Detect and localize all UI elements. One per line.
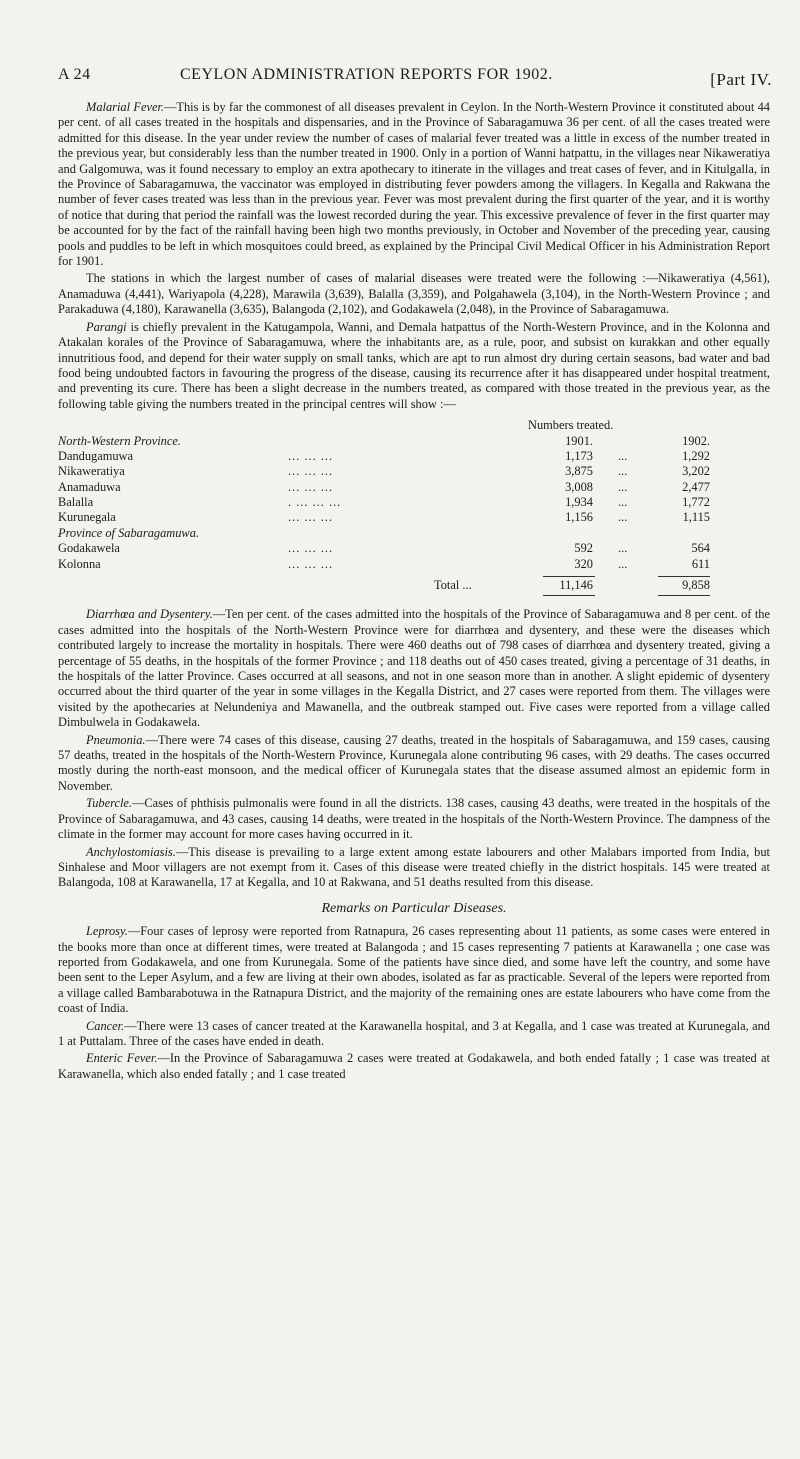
- text-parangi: is chiefly prevalent in the Katugampola, Wanni, and Demala hatpattus of the North-Western Province, and in the Kolonna and Atakalan korales of the Province of Sabaragamuwa, where the inhabitants are, as a rule, poor, and subsist on kurakkan and other equally innutritious food, and depend for their water supply on small tanks, which are apt to run almost dry during certain seasons, bad water and bad food being undoubted factors in favouring the progress of the disease, causing its recurrence after it has disappeared under hospital treatment, and preventing its cure. There has been a slight decrease in the numbers treated, as compared with those treated in the previous year, as the following table giving the numbers treated in the principal centres will show :—: [58, 319, 770, 411]
- value-1901: 320: [574, 556, 593, 571]
- text-diarrhoea: —Ten per cent. of the cases admitted into the hospitals of the Province of Sabaragamuwa and 8 per cent. of the cases admitted into the hospitals of the North-Western Province were for diarrhœa and dysentery, and these were the diseases which contributed largely to increase the mortality in hospitals. There were 460 deaths out of 798 cases of diarrhœa and dysentery treated, giving a percentage of 55 deaths, in the hospitals of the former Province ; and 118 deaths out of 450 cases treated, giving a percentage of 31 deaths, in the hospitals of the latter Province. Cases occurred at all seasons, and not in one season more than in another. A slight epidemic of dysentery occurred about the third quarter of the year in some villages in the Kegalla District, and 27 cases were reported from them. The villages were visited by the apothecaries at Nelundeniya and Mawanella, and the outbreak stamped out. Five cases were reported from a village called Dimbulwela in Godakawela.: [58, 607, 770, 730]
- paragraph-leprosy: [58, 924, 770, 1016]
- heading-diarrhoea: Diarrhœa and Dysentery.: [86, 607, 213, 622]
- value-1901: 3,875: [565, 464, 593, 479]
- page-header: [58, 66, 772, 96]
- paragraph-cancer: [58, 1019, 770, 1050]
- table-row: [58, 464, 770, 479]
- station-name: Kurunegala: [58, 510, 116, 525]
- table-caption: Numbers treated.: [528, 418, 614, 433]
- remarks-heading: Remarks on Particular Diseases.: [321, 900, 507, 916]
- col-1901: 1901.: [565, 433, 593, 448]
- text-cancer: —There were 13 cases of cancer treated at the Karawanella hospital, and 3 at Kegalla, and 1 case was treated at Kurunegala, and 1 at Puttalam. Three of the cases have ended in death.: [58, 1018, 770, 1048]
- paragraph-tubercle: [58, 796, 770, 842]
- leader-dots: ... ... ...: [288, 541, 334, 556]
- value-1901: 3,008: [565, 479, 593, 494]
- leader-dots: ...: [618, 448, 628, 463]
- value-1902: 1,115: [682, 510, 710, 525]
- value-1902: 2,477: [682, 479, 710, 494]
- station-name: Godakawela: [58, 541, 120, 556]
- value-1902: 611: [691, 556, 710, 571]
- running-title: CEYLON ADMINISTRATION REPORTS FOR 1902.: [180, 66, 553, 83]
- table-row: [58, 510, 770, 525]
- part-label: [Part IV.: [710, 70, 772, 89]
- heading-anchylostomiasis: Anchylostomiasis.: [86, 844, 176, 859]
- value-1901: 1,934: [565, 495, 593, 510]
- heading-leprosy: Leprosy.: [86, 924, 128, 939]
- text-pneumonia: —There were 74 cases of this disease, causing 27 deaths, treated in the hospitals of Sabaragamuwa, and 159 cases, causing 57 deaths, treated in the hospitals of the North-Western Province, Kurunegala alone contributing 96 cases, with 29 deaths. The cases occurred mostly during the north-east monsoon, and the medical officer of Kurunegala states that the disease assumed almost an epidemic form in November.: [58, 732, 770, 793]
- value-1902: 1,772: [682, 495, 710, 510]
- table-row: [58, 495, 770, 510]
- paragraph-stations: The stations in which the largest number of cases of malarial diseases were treated were the following :—Nikaweratiya (4,561), Anamaduwa (4,441), Wariyapola (4,228), Marawila (3,639), Balalla (3,359), and Polgahawela (3,104), in the North-Western Province ; and Parakaduwa (4,180), Karawanella (3,635), Balangoda (2,102), and Godakawela (2,048), in the Province of Sabaragamuwa.: [58, 271, 770, 317]
- value-1902: 564: [691, 541, 710, 556]
- leader-dots: ... ... ...: [288, 556, 334, 571]
- paragraph-pneumonia: [58, 733, 770, 795]
- value-1901: 592: [574, 541, 593, 556]
- text-tubercle: —Cases of phthisis pulmonalis were found in all the districts. 138 cases, causing 43 deaths, were treated in the hospitals of the Province of Sabaragamuwa, and 43 cases, causing 14 deaths, were treated in the hospitals of the North-Western Province. The dampness of the climate in the former may account for more cases having occurred in it.: [58, 796, 770, 842]
- table-row: [58, 541, 770, 556]
- table-row: [58, 480, 770, 495]
- heading-enteric-fever: Enteric Fever.: [86, 1051, 158, 1066]
- station-name: Balalla: [58, 495, 94, 510]
- total-label: Total ...: [434, 578, 472, 593]
- text-anchylostomiasis: —This disease is prevailing to a large extent among estate labourers and other Malabars imported from India, but Sinhalese and Moor villagers are not exempt from it. Cases of this disease were treated chiefly in the district hospitals. 145 were treated at Balangoda, 108 at Karawanella, 17 at Kegalla, and 10 at Rakwana, and 51 deaths resulted from this disease.: [58, 844, 770, 890]
- table-row: [58, 557, 770, 572]
- leader-dots: ...: [618, 541, 628, 556]
- table-total-row: [58, 578, 770, 593]
- leader-dots: ...: [618, 479, 628, 494]
- value-1901: 1,173: [565, 448, 593, 463]
- leader-dots: ... ... ...: [288, 510, 334, 525]
- heading-malarial-fever: Malarial Fever.: [86, 100, 164, 114]
- leader-dots: . ... ... ...: [288, 495, 342, 510]
- station-name: Kolonna: [58, 556, 101, 571]
- paragraph-anchylostomiasis: [58, 845, 770, 891]
- paragraph-enteric-fever: [58, 1051, 770, 1082]
- station-name: Nikaweratiya: [58, 464, 125, 479]
- heading-pneumonia: Pneumonia.: [86, 732, 146, 747]
- leader-dots: ... ... ...: [288, 448, 334, 463]
- leader-dots: ...: [618, 495, 628, 510]
- heading-parangi: Parangi: [86, 319, 127, 334]
- total-1902: 9,858: [682, 578, 710, 593]
- total-1901: 11,146: [559, 578, 593, 593]
- page-number: A 24: [58, 66, 91, 83]
- leader-dots: ...: [618, 464, 628, 479]
- leader-dots: ...: [618, 510, 628, 525]
- heading-tubercle: Tubercle.: [86, 796, 132, 811]
- station-name: Anamaduwa: [58, 479, 121, 494]
- col-1902: 1902.: [682, 433, 710, 448]
- table-row: [58, 449, 770, 464]
- value-1901: 1,156: [565, 510, 593, 525]
- heading-cancer: Cancer.: [86, 1018, 125, 1033]
- parangi-table: [58, 418, 770, 597]
- paragraph-parangi: [58, 320, 770, 412]
- leader-dots: ... ... ...: [288, 479, 334, 494]
- paragraph-malarial-fever: [58, 100, 770, 269]
- section-sabaragamuwa: Province of Sabaragamuwa.: [58, 525, 199, 540]
- leader-dots: ... ... ...: [288, 464, 334, 479]
- text-leprosy: —Four cases of leprosy were reported from Ratnapura, 26 cases representing about 11 patients, as some cases were entered in the books more than once at different times, were treated at Balangoda ; and 15 cases representing 7 patients at Karawanella ; one case was reported from Godakawela, and one from Kurunegala. Some of the patients have since died, and some have left the country, and some have been sent to the Leper Asylum, and a few are living at their own abodes, isolated as far as practicable. Several of the lepers were reported from a village called Bambarabotuwa in the Ratnapura District, and the majority of the remaining ones are estate labourers who have come from the coast of India.: [58, 924, 770, 1016]
- text-enteric-fever: —In the Province of Sabaragamuwa 2 cases were treated at Godakawela, and both ended fatally ; 1 case was treated at Karawanella, which also ended fatally ; and 1 case treated: [58, 1051, 770, 1081]
- paragraph-diarrhoea: [58, 607, 770, 730]
- value-1902: 1,292: [682, 448, 710, 463]
- report-body: [58, 100, 770, 1082]
- leader-dots: ...: [618, 556, 628, 571]
- station-name: Dandugamuwa: [58, 448, 134, 463]
- value-1902: 3,202: [682, 464, 710, 479]
- section-north-western: North-Western Province.: [58, 433, 181, 448]
- text-malarial-fever: —This is by far the commonest of all diseases prevalent in Ceylon. In the North-Western Province it constituted about 44 per cent. of all cases treated in the hospitals and dispensaries, and in the Province of Sabaragamuwa 36 per cent. of all the cases treated were admitted for this disease. In the year under review the number of cases of malarial fever treated was a little in excess of the number treated in the previous year, but considerably less than the number treated in 1900. Only in a portion of Wanni hatpattu, in the villages near Nikaweratiya and Galgomuwa, was it found necessary to employ an extra apothecary to itinerate in the villages and treat cases of fever, and in Kitulgalla, in the Province of Sabaragamuwa, the vaccinator was employed in distributing fever powders among the villagers. In Kegalla and Rakwana the number of fever cases treated was less than in the previous year. Fever was most prevalent during the first quarter of the year, and it is worthy of notice that during that period the rainfall was the lowest recorded during the year. This excessive prevalence of fever in the first quarter may be accounted for by the fact of the rainfall having been high two months previously, in October and November of the preceding year, causing pools and puddles to be left in which mosquitoes could breed, as explained by the Principal Civil Medical Officer in his Administration Report for 1901.: [58, 100, 770, 269]
